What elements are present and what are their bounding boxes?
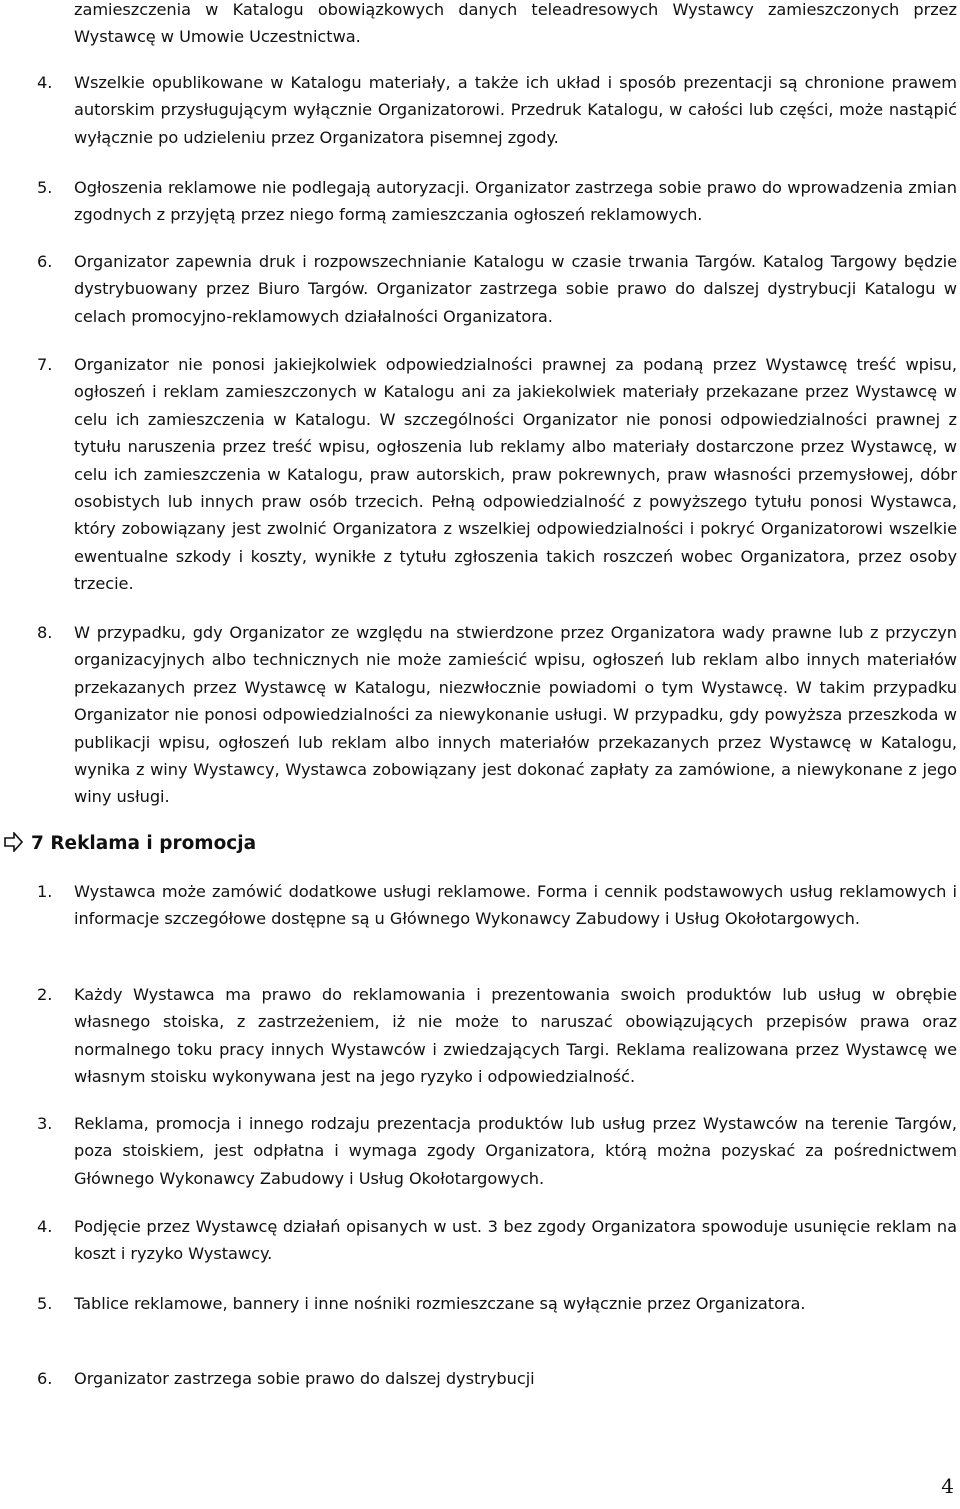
item-number: 2.: [37, 985, 53, 1004]
item-number: 8.: [37, 623, 53, 642]
list-item: [37, 248, 957, 330]
item-number: 4.: [37, 73, 53, 92]
page-number: 4: [941, 1474, 954, 1498]
item-number: 7.: [37, 355, 53, 374]
section-heading: [3, 829, 256, 862]
item-text: W przypadku, gdy Organizator ze względu na stwierdzone przez Organizatora wady prawne lub z przyczyn organizacyjnych albo technicznych nie może zamieścić wpisu, ogłoszeń lub reklam albo innych materiałów przekazanych przez Wystawcę w Katalogu, niezwłocznie powiadomi o tym Wystawcę. W takim przypadku Organizator nie ponosi odpowiedzialności za niewykonanie usługi. W przypadku, gdy powyższa przeszkoda w publikacji wpisu, ogłoszeń lub reklam albo innych materiałów przekazanych przez Wystawcę w Katalogu, wynika z winy Wystawcy, Wystawca zobowiązany jest dokonać zapłaty za zamówione, a niewykonane z jego winy usługi.: [74, 623, 957, 807]
list-item: [37, 69, 957, 151]
item-text: Ogłoszenia reklamowe nie podlegają autoryzacji. Organizator zastrzega sobie prawo do wprowadzenia zmian zgodnych z przyjętą przez niego formą zamieszczania ogłoszeń reklamowych.: [74, 178, 957, 225]
item-number: 6.: [37, 1369, 53, 1388]
item-text: Tablice reklamowe, bannery i inne nośniki rozmieszczane są wyłącznie przez Organizatora.: [74, 1294, 806, 1313]
item-number: 5.: [37, 178, 53, 197]
item-text: Organizator zapewnia druk i rozpowszechnianie Katalogu w czasie trwania Targów. Katalog Targowy będzie dystrybuowany przez Biuro Targów. Organizator zastrzega sobie prawo do dalszej dystrybucji Katalogu w celach promocyjno-reklamowych działalności Organizatora.: [74, 252, 957, 326]
item-number: 6.: [37, 252, 53, 271]
item-text: Każdy Wystawca ma prawo do reklamowania i prezentowania swoich produktów lub usług w obrębie własnego stoiska, z zastrzeżeniem, iż nie może to naruszać obowiązujących przepisów prawa oraz normalnego toku pracy innych Wystawców i zwiedzających Targi. Reklama realizowana przez Wystawcę we własnym stoisku wykonywana jest na jego ryzyko i odpowiedzialność.: [74, 985, 957, 1087]
item-number: 4.: [37, 1217, 53, 1236]
list-item: [37, 981, 957, 1091]
item-number: 3.: [37, 1114, 53, 1133]
item-number: 1.: [37, 882, 53, 901]
list-item: [37, 1213, 957, 1268]
list-item: [37, 1290, 957, 1317]
item-number: 5.: [37, 1294, 53, 1313]
item-text: Organizator nie ponosi jakiejkolwiek odpowiedzialności prawnej za podaną przez Wystawcę treść wpisu, ogłoszeń i reklam zamieszczonych w Katalogu ani za jakiekolwiek materiały przekazane przez Wystawcę w celu ich zamieszczenia w Katalogu. W szczególności Organizator nie ponosi odpowiedzialności prawnej z tytułu naruszenia przez treść wpisu, ogłoszenia lub reklamy albo materiały dostarczone przez Wystawcę, w celu ich zamieszczenia w Katalogu, praw autorskich, praw pokrewnych, praw własności przemysłowej, dóbr osobistych lub innych praw osób trzecich. Pełną odpowiedzialność z powyższego tytułu ponosi Wystawca, który zobowiązany jest zwolnić Organizatora z wszelkiej odpowiedzialności i pokryć Organizatorowi wszelkie ewentualne szkody i koszty, wynikłe z tytułu zgłoszenia takich roszczeń wobec Organizatora, przez osoby trzecie.: [74, 355, 957, 594]
list-item: [37, 878, 957, 933]
list-item: [37, 1110, 957, 1192]
item-text: Podjęcie przez Wystawcę działań opisanych w ust. 3 bez zgody Organizatora spowoduje usunięcie reklam na koszt i ryzyko Wystawcy.: [74, 1217, 957, 1264]
section-heading-text: 7 Reklama i promocja: [31, 833, 257, 854]
list-item: [37, 619, 957, 811]
item-text: Organizator zastrzega sobie prawo do dalszej dystrybucji: [74, 1369, 535, 1388]
arrow-bullet-icon: [3, 832, 23, 862]
item-text: Reklama, promocja i innego rodzaju prezentacja produktów lub usług przez Wystawców na terenie Targów, poza stoiskiem, jest odpłatna i wymaga zgody Organizatora, którą można pozyskać za pośrednictwem Głównego Wykonawcy Zabudowy i Usług Okołotargowych.: [74, 1114, 957, 1188]
item-text: Wszelkie opublikowane w Katalogu materiały, a także ich układ i sposób prezentacji są chronione prawem autorskim przysługującym wyłącznie Organizatorowi. Przedruk Katalogu, w całości lub części, może nastąpić wyłącznie po udzieleniu przez Organizatora pisemnej zgody.: [74, 73, 957, 147]
list-item: [37, 174, 957, 229]
continuation-paragraph: zamieszczenia w Katalogu obowiązkowych danych teleadresowych Wystawcy zamieszczonych przez Wystawcę w Umowie Uczestnictwa.: [74, 0, 957, 47]
list-item: [37, 1365, 957, 1392]
item-text: Wystawca może zamówić dodatkowe usługi reklamowe. Forma i cennik podstawowych usług reklamowych i informacje szczegółowe dostępne są u Głównego Wykonawcy Zabudowy i Usług Okołotargowych.: [74, 882, 957, 929]
list-item: [37, 351, 957, 598]
